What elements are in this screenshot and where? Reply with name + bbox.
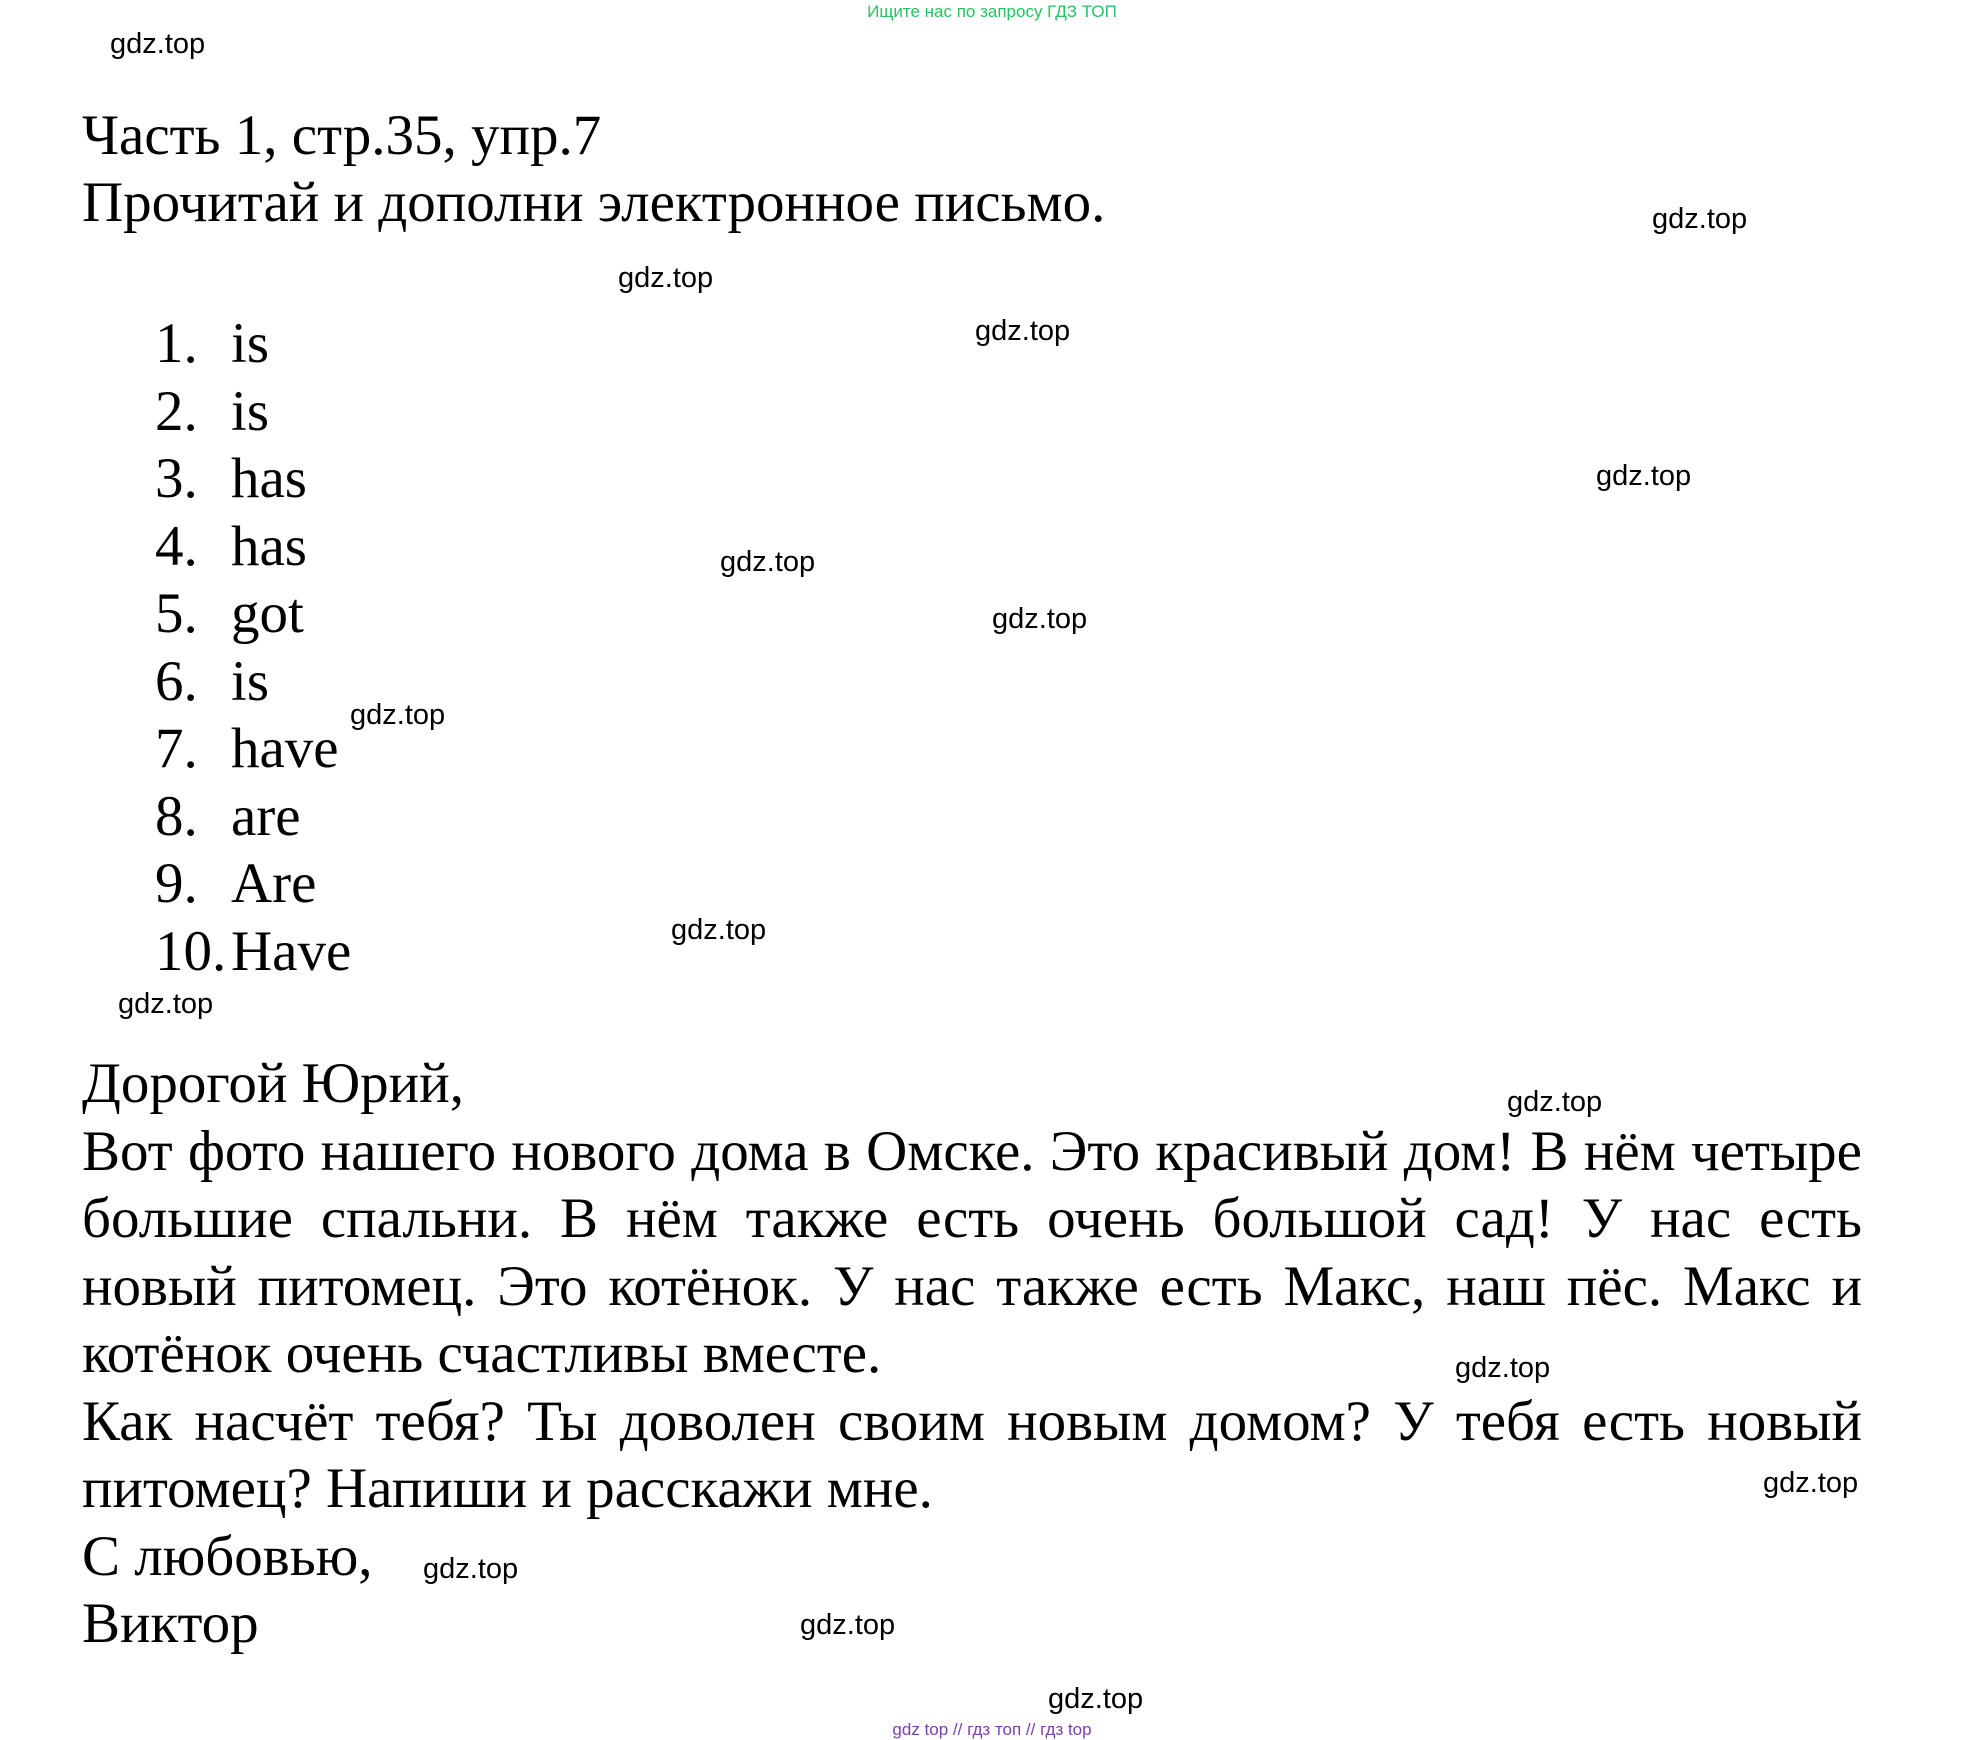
answer-item [155, 378, 351, 446]
letter-paragraph: Вот фото нашего нового дома в Омске. Это красивый дом! В нём четыре большие спальни. В нём также есть очень большой сад! У нас есть новый питомец. Это котёнок. У нас также есть Макс, наш пёс. Макс и котёнок очень счастливы вместе. [82, 1119, 1862, 1385]
answer-word: Are [231, 852, 317, 915]
answer-number: 5. [155, 582, 198, 645]
answer-number: 4. [155, 514, 198, 578]
answer-item [155, 850, 351, 918]
letter-signature: Виктор [82, 1592, 259, 1655]
watermark: gdz.top [720, 546, 816, 578]
answer-item [155, 580, 351, 648]
watermark: gdz.top [1596, 460, 1692, 492]
watermark: gdz.top [1455, 1352, 1551, 1384]
letter-paragraph: Как насчёт тебя? Ты доволен своим новым домом? У тебя есть новый питомец? Напиши и расскажи мне. [82, 1389, 1862, 1520]
watermark: gdz.top [110, 28, 206, 60]
answer-word: got [231, 582, 304, 645]
top-banner[interactable]: Ищите нас по запросу ГДЗ ТОП [867, 2, 1117, 21]
answer-item [155, 648, 351, 716]
answer-word: is [231, 379, 270, 443]
answer-item [155, 715, 351, 783]
watermark: gdz.top [1652, 203, 1748, 235]
answer-number: 7. [155, 717, 198, 780]
watermark: gdz.top [118, 988, 214, 1020]
page-title: Часть 1, стр.35, упр.7 [82, 104, 602, 167]
email-letter [82, 1050, 1862, 1658]
answer-number: 10. [155, 919, 227, 983]
answer-number: 8. [155, 784, 198, 848]
answer-number: 6. [155, 649, 198, 713]
answer-word: Have [231, 919, 352, 983]
watermark: gdz.top [1763, 1467, 1859, 1499]
answer-item [155, 783, 351, 851]
answers-list [155, 310, 351, 985]
watermark: gdz.top [618, 262, 714, 294]
answer-word: is [231, 312, 270, 375]
letter-greeting: Дорогой Юрий, [82, 1052, 464, 1115]
answer-number: 9. [155, 852, 198, 915]
answer-item [155, 918, 351, 986]
answer-word: are [231, 784, 301, 848]
task-instruction: Прочитай и дополни электронное письмо. [82, 171, 1106, 234]
answer-word: is [231, 649, 270, 713]
answer-word: have [231, 717, 339, 780]
watermark: gdz.top [975, 315, 1071, 347]
watermark: gdz.top [992, 603, 1088, 635]
watermark: gdz.top [423, 1553, 519, 1585]
watermark: gdz.top [1048, 1683, 1144, 1715]
answer-item [155, 445, 351, 513]
footer-links[interactable]: gdz top // гдз топ // гдз top [892, 1720, 1092, 1739]
answer-word: has [231, 514, 307, 578]
answer-number: 3. [155, 447, 198, 510]
answer-word: has [231, 447, 307, 510]
watermark: gdz.top [800, 1609, 896, 1641]
watermark: gdz.top [1507, 1086, 1603, 1118]
answer-item [155, 310, 351, 378]
watermark: gdz.top [671, 914, 767, 946]
answer-item [155, 513, 351, 581]
answer-number: 2. [155, 379, 198, 443]
answer-number: 1. [155, 312, 198, 375]
letter-closing: С любовью, [82, 1524, 373, 1588]
watermark: gdz.top [350, 699, 446, 731]
